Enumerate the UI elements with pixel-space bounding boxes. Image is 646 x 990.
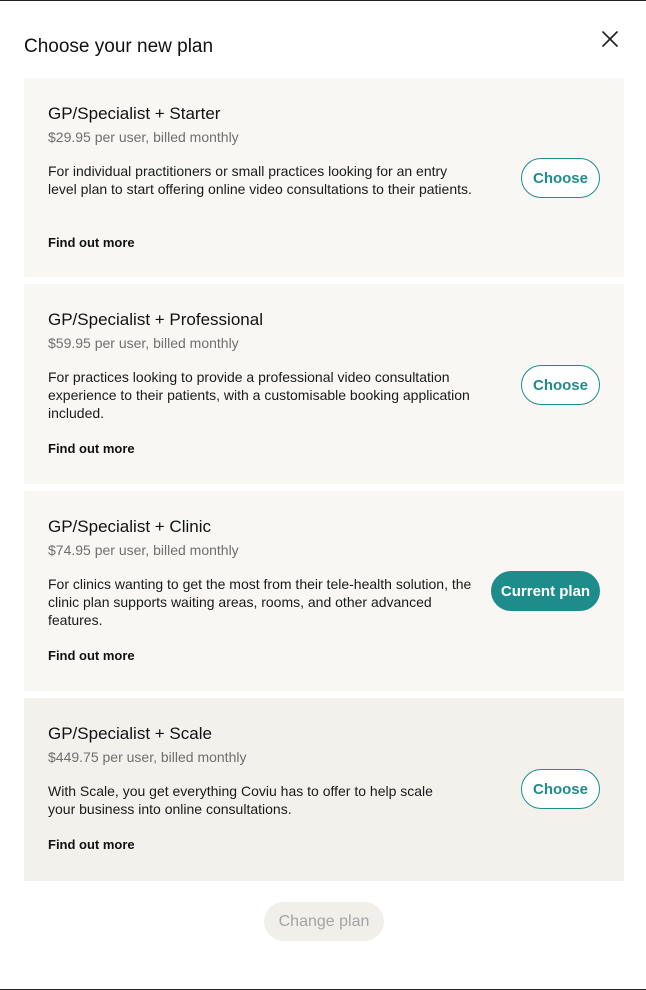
choose-scale-button[interactable]: Choose — [521, 769, 600, 809]
plan-card-clinic — [24, 491, 624, 691]
plan-price: $59.95 per user, billed monthly — [48, 335, 239, 351]
plan-name: GP/Specialist + Starter — [48, 104, 221, 123]
plan-name: GP/Specialist + Clinic — [48, 517, 211, 536]
close-icon — [596, 26, 624, 54]
close-button[interactable] — [596, 26, 624, 54]
find-out-more-link[interactable]: Find out more — [48, 441, 135, 456]
plan-price: $74.95 per user, billed monthly — [48, 542, 239, 558]
find-out-more-link[interactable]: Find out more — [48, 235, 135, 250]
plan-name: GP/Specialist + Professional — [48, 310, 263, 329]
plan-price: $449.75 per user, billed monthly — [48, 749, 247, 765]
plan-card-professional — [24, 284, 624, 484]
find-out-more-link[interactable]: Find out more — [48, 837, 135, 852]
choose-professional-button[interactable]: Choose — [521, 365, 600, 405]
plan-name: GP/Specialist + Scale — [48, 724, 212, 743]
find-out-more-link[interactable]: Find out more — [48, 648, 135, 663]
plan-card-scale — [24, 698, 624, 881]
plan-price: $29.95 per user, billed monthly — [48, 129, 239, 145]
plan-list — [24, 78, 624, 881]
plan-description: For individual practitioners or small practices looking for an entry level plan to start offering online video consultations to their patients. — [48, 163, 472, 197]
plan-description: With Scale, you get everything Coviu has to offer to help scale your business into online consultations. — [48, 783, 433, 817]
top-divider — [0, 0, 646, 1]
plan-description: For clinics wanting to get the most from their tele-health solution, the clinic plan supports waiting areas, rooms, and other advanced features. — [48, 576, 472, 628]
current-plan-button[interactable]: Current plan — [491, 571, 600, 611]
change-plan-button[interactable]: Change plan — [264, 902, 384, 941]
plan-description: For practices looking to provide a professional video consultation experience to their patients, with a customisable booking application included. — [48, 369, 470, 421]
choose-starter-button[interactable]: Choose — [521, 158, 600, 198]
modal-title: Choose your new plan — [24, 36, 214, 57]
plan-card-starter — [24, 78, 624, 277]
